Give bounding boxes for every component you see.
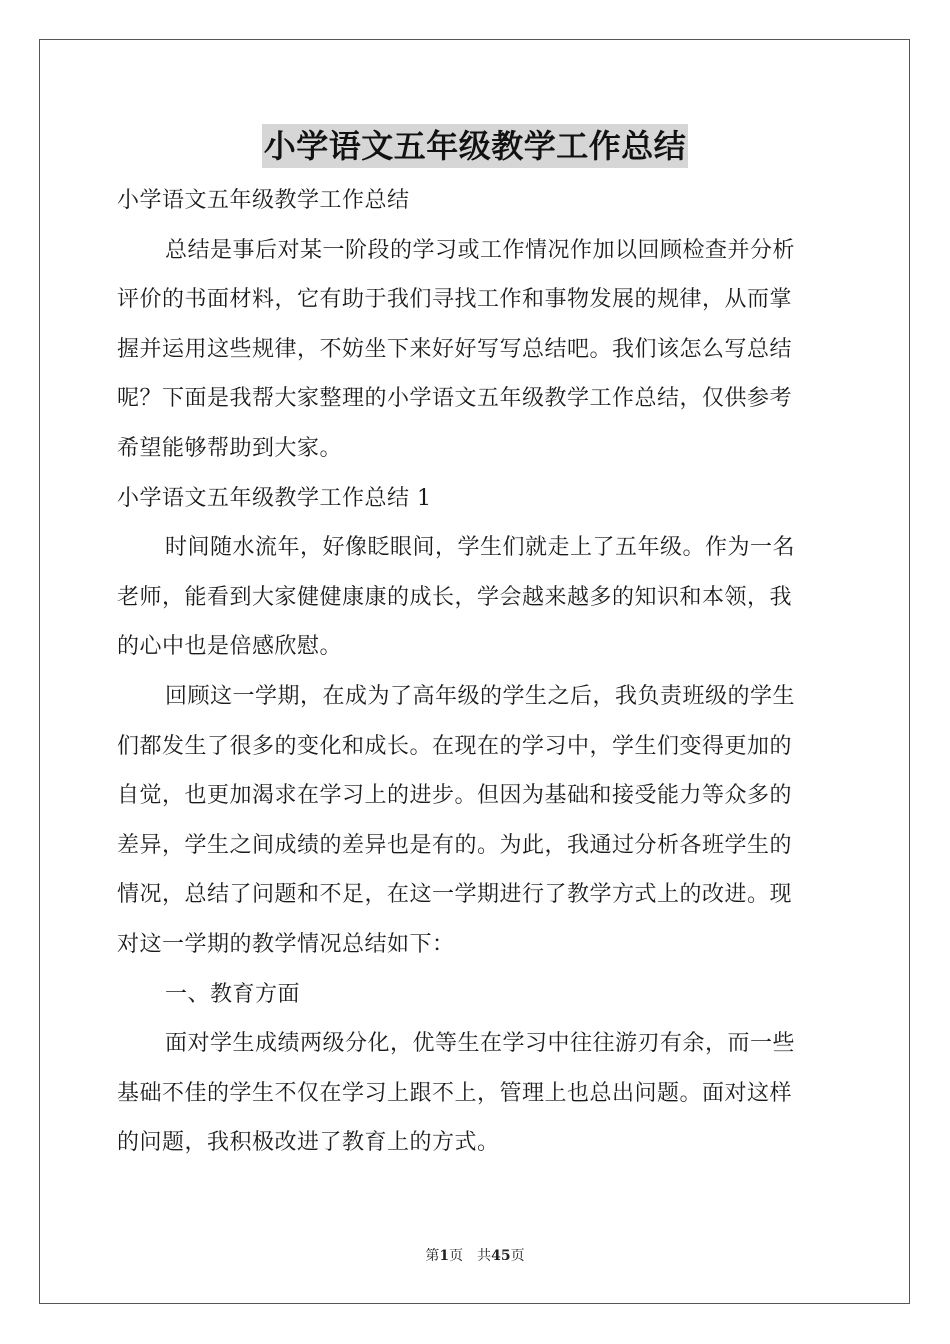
text-line: 的心中也是倍感欣慰。	[117, 634, 343, 660]
text-line: 对这一学期的教学情况总结如下：	[117, 931, 455, 957]
current-page-number: 1	[439, 1248, 450, 1264]
text-line: 回顾这一学期，在成为了高年级的学生之后，我负责班级的学生	[165, 683, 796, 709]
text-line: 呢？下面是我帮大家整理的小学语文五年级教学工作总结，仅供参考	[117, 386, 793, 412]
text-line: 总结是事后对某一阶段的学习或工作情况作加以回顾检查并分析	[165, 237, 796, 263]
page-prefix: 第	[425, 1248, 440, 1264]
text-line: 小学语文五年级教学工作总结	[117, 188, 410, 213]
text-line: 情况，总结了问题和不足，在这一学期进行了教学方式上的改进。现	[117, 882, 793, 908]
text-line: 老师，能看到大家健健康康的成长，学会越来越多的知识和本领，我	[117, 584, 793, 610]
text-line: 希望能够帮助到大家。	[117, 435, 343, 461]
title-container	[0, 124, 950, 168]
text-line: 们都发生了很多的变化和成长。在现在的学习中，学生们变得更加的	[117, 733, 793, 759]
total-prefix: 共	[477, 1248, 492, 1264]
page-suffix: 页	[449, 1248, 464, 1264]
document-body	[117, 176, 833, 1168]
text-line: 一、教育方面	[165, 981, 301, 1007]
text-line: 小学语文五年级教学工作总结 1	[117, 485, 432, 511]
text-line: 评价的书面材料，它有助于我们寻找工作和事物发展的规律，从而掌	[117, 287, 793, 313]
text-line: 时间随水流年，好像眨眼间，学生们就走上了五年级。作为一名	[165, 535, 796, 561]
page-footer	[0, 1245, 950, 1265]
text-line: 自觉，也更加渴求在学习上的进步。但因为基础和接受能力等众多的	[117, 783, 793, 809]
text-line: 面对学生成绩两级分化，优等生在学习中往往游刃有余，而一些	[165, 1031, 796, 1057]
text-line: 的问题，我积极改进了教育上的方式。	[117, 1130, 500, 1156]
total-page-count: 45	[491, 1248, 511, 1264]
total-suffix: 页	[510, 1248, 525, 1264]
text-line: 差异，学生之间成绩的差异也是有的。为此，我通过分析各班学生的	[117, 832, 793, 858]
text-line: 基础不佳的学生不仅在学习上跟不上，管理上也总出问题。面对这样	[117, 1080, 793, 1106]
document-title: 小学语文五年级教学工作总结	[262, 124, 689, 168]
text-line: 握并运用这些规律，不妨坐下来好好写写总结吧。我们该怎么写总结	[117, 336, 793, 362]
